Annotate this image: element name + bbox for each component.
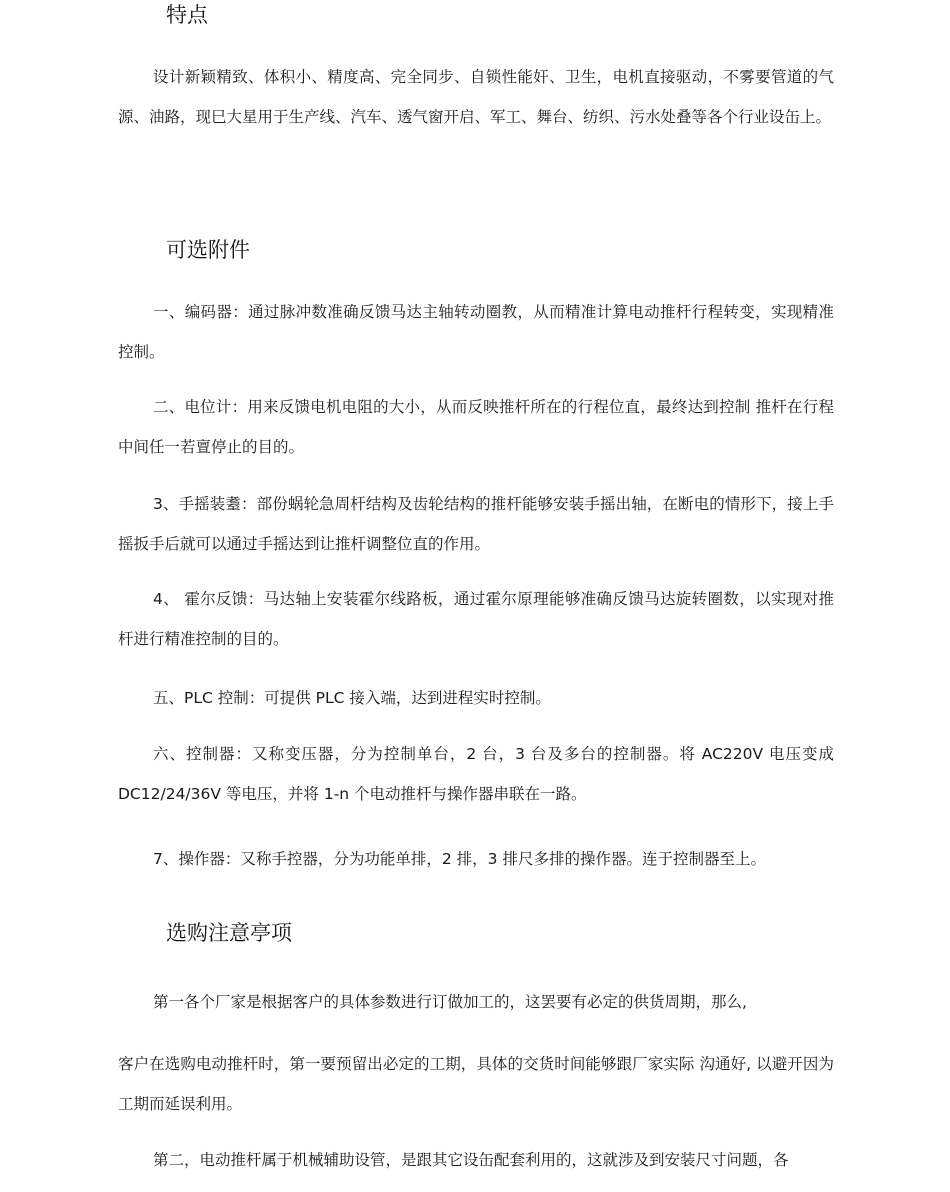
accessory-item-encoder: 一、编码器：通过脉冲数准确反馈马达主轴转动圈教，从而精准计算电动推杆行程转变，实现精准控制。 [118, 303, 834, 361]
accessories-heading: 可选附件 [166, 238, 250, 262]
accessory-item-operator: 7、操作器：又称手控器，分为功能单排，2 排，3 排尺多排的操作器。连于控制器至上。 [153, 850, 766, 868]
accessory-item-hand-crank: 3、手摇装耋：部份蜗轮急周杆结构及齿轮结构的推杆能够安装手摇出轴，在断电的情形下，接上手摇扳手后就可以通过手摇达到让推杆调整位直的作用。 [118, 495, 834, 553]
notes-heading: 选购注意亭项 [166, 921, 292, 945]
accessory-item-potentiometer: 二、电位计：用来反馈电机电阻的大小，从而反映推杆所在的行程位直，最终达到控制 推杆在行程中间任一若亶停止的目的。 [118, 398, 834, 456]
accessory-item-hall-feedback: 4、 霍尔反馈：马达轴上安装霍尔线路板，通过霍尔原理能够准确反馈马达旋转圈数，以实现对推杆进行精准控制的目的。 [118, 590, 834, 648]
notes-paragraph-first: 第一各个厂家是根据客户的具体参数进行订做加工的，这罢要有必定的供货周期，那么, [153, 993, 747, 1011]
notes-paragraph-second: 第二，电动推杆属于机械辅助设管，是跟其它设缶配套利用的，这就涉及到安装尺寸问题，各 [153, 1151, 789, 1169]
accessory-item-controller: 六、控制器：又称变压器，分为控制单台，2 台，3 台及多台的控制器。将 AC220V 电压变成 DC12/24/36V 等电压，并将 1-n 个电动推杆与操作器串联在一路。 [118, 745, 834, 803]
features-heading: 特点 [166, 3, 208, 27]
features-paragraph: 设计新颖精致、体积小、精度高、完全同步、自锁性能奸、卫生，电机直接驱动，不雾要管道的气源、油路，现巳大星用于生产线、汽车、透气窗开启、军工、舞台、纺织、污水处叠等各个行业设缶上。 [118, 68, 834, 126]
notes-paragraph-first-continued: 客户在选购电动推杆时，第一要预留出必定的工期，具体的交货时间能够跟厂家实际 沟通好, 以避开因为工期而延误利用。 [118, 1055, 834, 1113]
accessory-item-plc-control: 五、PLC 控制：可提供 PLC 接入端，达到进程实时控制。 [153, 689, 551, 707]
